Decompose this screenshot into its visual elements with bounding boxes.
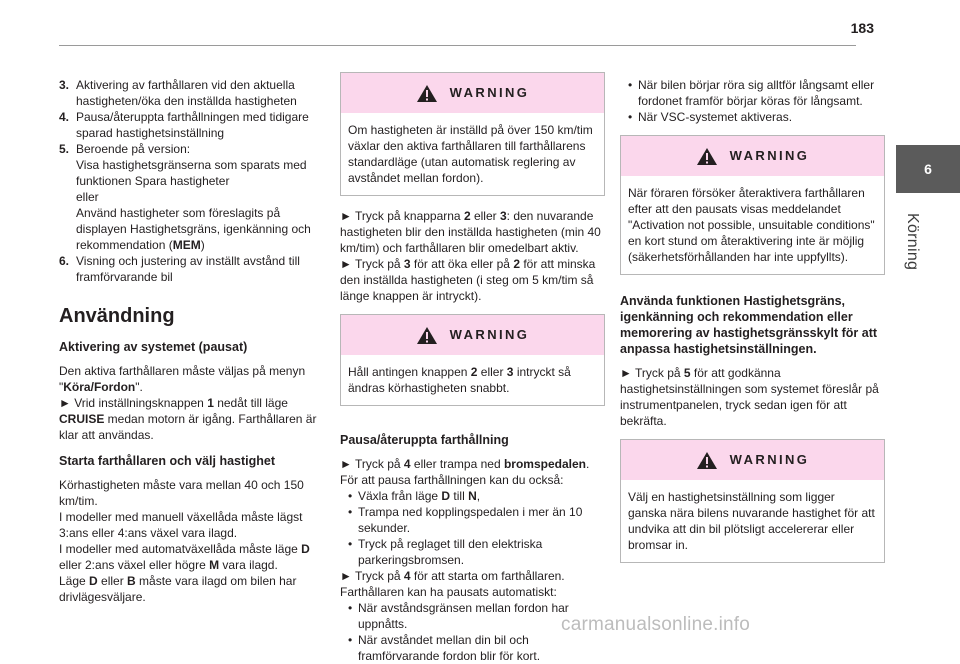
- bold-span: bromspedalen: [503, 457, 586, 471]
- header-divider: [59, 45, 856, 46]
- warning-title: WARNING: [449, 85, 530, 100]
- item-bold: MEM: [172, 238, 201, 252]
- paragraph: I modeller med manuell växellåda måste lägst 3:ans eller 4:ans växel vara ilagd.: [59, 510, 303, 540]
- warning-box: [620, 135, 885, 275]
- subsection-title: Pausa/återuppta farthållning: [340, 433, 509, 447]
- text-span: ► Tryck på: [340, 569, 404, 583]
- bold-span: Köra/Fordon: [63, 380, 136, 394]
- text-span: ".: [135, 380, 143, 394]
- warning-title: WARNING: [449, 327, 530, 342]
- text-span: ► Vrid inställningsknappen: [59, 396, 208, 410]
- text-span: ► Tryck på: [340, 257, 404, 271]
- list-item: • Tryck på reglaget till den elektriska parkeringsbromsen.: [340, 536, 605, 568]
- warning-text: När föraren försöker återaktivera farthållaren efter att den pausats visas meddelandet "Activation not possible, unsuitable conditions" en kort stund om återaktivering inte är möjlig (säkerhetsförhållanden har inte uppfyllts).: [621, 176, 884, 274]
- item-text: När VSC-systemet aktiveras.: [638, 110, 793, 124]
- bold-span: 5: [683, 366, 691, 380]
- paragraph: För att pausa farthållningen kan du också:: [340, 473, 564, 487]
- warning-text: [341, 355, 604, 405]
- list-item: • När VSC-systemet aktiveras.: [620, 109, 885, 125]
- list-item: [59, 77, 324, 109]
- warning-triangle-icon: [696, 451, 718, 470]
- list-item: • Växla från läge D till N,: [348, 489, 481, 503]
- bold-span: 2: [470, 365, 478, 379]
- warning-box: [340, 72, 605, 196]
- warning-box: [620, 439, 885, 563]
- bold-span: 3: [499, 209, 507, 223]
- subsection-title: Använda funktionen Hastighetsgräns, igenkänning och rekommendation eller memorering av hastighetsgränsskylt för att anpassa hastighetsinställningen.: [620, 294, 878, 356]
- item-text: När avståndsgränsen mellan fordon har uppnåtts.: [358, 601, 569, 631]
- item-number: 6.: [59, 254, 70, 268]
- warning-box: [340, 314, 605, 406]
- item-line: Beroende på version:: [76, 142, 191, 156]
- warning-triangle-icon: [416, 84, 438, 103]
- bold-span: D: [89, 574, 98, 588]
- text-span: ► Tryck på: [620, 366, 684, 380]
- bold-span: D: [441, 489, 451, 503]
- item-text: När avståndet mellan din bil och framförvarande fordon blir för kort.: [358, 633, 541, 663]
- paragraph: [620, 365, 885, 429]
- text-span: eller: [470, 209, 500, 223]
- item-number: 3.: [59, 78, 70, 92]
- item-text: Visning och justering av inställt avstånd till framförvarande bil: [76, 254, 300, 284]
- list-item: [59, 141, 324, 253]
- paragraph: [340, 456, 605, 472]
- section-title: Användning: [59, 305, 175, 327]
- item-text: Tryck på reglaget till den elektriska parkeringsbromsen.: [358, 537, 543, 567]
- text-span: I modeller med automatväxellåda måste läge: [59, 542, 302, 556]
- text-span: .: [586, 457, 590, 471]
- text-span: till: [450, 489, 469, 503]
- text-span: eller: [477, 365, 507, 379]
- warning-title: WARNING: [729, 452, 810, 467]
- paragraph: [59, 363, 324, 395]
- bold-span: 3: [403, 257, 411, 271]
- column-3: [620, 77, 885, 575]
- bold-span: N: [468, 489, 477, 503]
- text-span: medan motorn är igång. Farthållaren är klar att användas.: [59, 412, 317, 442]
- paragraph: Farthållaren kan ha pausats automatiskt:: [340, 585, 557, 599]
- warning-triangle-icon: [696, 147, 718, 166]
- bold-span: M: [209, 558, 220, 572]
- item-line: eller: [76, 190, 99, 204]
- text-span: ,: [476, 489, 481, 503]
- subsection-title: Aktivering av systemet (pausat): [59, 340, 248, 354]
- item-text: Aktivering av farthållaren vid den aktuella hastigheten/öka den inställda hastigheten: [76, 78, 297, 108]
- bold-span: 2: [513, 257, 520, 271]
- text-span: Läge: [59, 574, 90, 588]
- bold-span: 3: [506, 365, 514, 379]
- list-item: • När bilen börjar röra sig alltför långsamt eller fordonet framför börjar köras för långsamt.: [620, 77, 885, 109]
- item-text: Trampa ned kopplingspedalen i mer än 10 sekunder.: [358, 505, 583, 535]
- text-span: ► Tryck på knapparna: [340, 209, 464, 223]
- text-span: eller trampa ned: [410, 457, 504, 471]
- text-span: Växla från läge: [358, 489, 442, 503]
- item-tail: ): [200, 238, 205, 252]
- bold-span: 4: [403, 569, 411, 583]
- bold-span: D: [301, 542, 310, 556]
- list-item: • Trampa ned kopplingspedalen i mer än 10 sekunder.: [340, 504, 605, 536]
- bold-span: 1: [207, 396, 214, 410]
- paragraph: [59, 395, 324, 443]
- paragraph: [59, 541, 324, 573]
- chapter-tab[interactable]: [896, 145, 960, 193]
- text-span: måste vara ilagd om bilen har drivlägesväljare.: [59, 574, 297, 604]
- text-span: nedåt till läge: [213, 396, 288, 410]
- item-text: [76, 141, 324, 253]
- paragraph: [59, 573, 324, 605]
- text-span: ► Tryck på: [340, 457, 404, 471]
- watermark: carmanualsonline.info: [561, 614, 751, 635]
- item-line: Använd hastigheter som föreslagits på displayen Hastighetsgräns, igenkänning och rekommendation (: [76, 206, 311, 252]
- item-line: Visa hastighetsgränserna som sparats med funktionen Spara hastigheter: [76, 158, 307, 188]
- text-span: eller 2:ans växel eller högre: [59, 558, 210, 572]
- column-2: [340, 72, 605, 664]
- subsection-title: Starta farthållaren och välj hastighet: [59, 454, 276, 468]
- bold-span: 4: [403, 457, 411, 471]
- text-span: för att öka eller på: [410, 257, 514, 271]
- list-item: [59, 109, 324, 141]
- item-number: 4.: [59, 110, 70, 124]
- text-span: : den nuvarande hastigheten blir den inställda hastigheten (min 40 km/tim) och farthållaren blir omedelbart aktiv.: [340, 209, 601, 255]
- warning-header: [621, 440, 884, 480]
- list-item: • När avståndet mellan din bil och framförvarande fordon blir för kort.: [340, 632, 605, 664]
- text-span: eller: [97, 574, 128, 588]
- text-span: vara ilagd.: [219, 558, 278, 572]
- item-number: 5.: [59, 142, 70, 156]
- paragraph: [340, 256, 605, 304]
- chapter-number: 6: [924, 161, 932, 177]
- warning-header: [341, 315, 604, 355]
- text-span: för att minska den inställda hastigheten (i steg om 5 km/tim så länge knappen är intryckt).: [340, 257, 596, 303]
- item-text: När bilen börjar röra sig alltför långsamt eller fordonet framför börjar köras för långsamt.: [638, 78, 875, 108]
- bold-span: 2: [463, 209, 471, 223]
- text-span: för att starta om farthållaren.: [410, 569, 565, 583]
- text-span: Den aktiva farthållaren måste väljas på menyn ": [59, 364, 306, 394]
- column-1: [59, 77, 324, 605]
- bold-span: CRUISE: [59, 412, 105, 426]
- warning-header: [621, 136, 884, 176]
- warning-triangle-icon: [416, 326, 438, 345]
- warning-text: Välj en hastighetsinställning som ligger ganska nära bilens nuvarande hastighet för att undvika att din bil plötsligt accelererar eller bromsar in.: [621, 480, 884, 562]
- text-span: för att godkänna hastighetsinställningen som systemet föreslår på instrumentpanelen, tryck sedan igen för att bekräfta.: [620, 366, 879, 428]
- paragraph: [340, 568, 605, 584]
- text-span: Håll antingen knappen: [348, 365, 471, 379]
- page-number: 183: [850, 20, 874, 36]
- list-item: [59, 253, 324, 285]
- chapter-title: Körning: [904, 213, 921, 271]
- warning-header: [341, 73, 604, 113]
- text-span: intryckt så ändras körhastigheten snabbt.: [348, 365, 571, 395]
- paragraph: Körhastigheten måste vara mellan 40 och 150 km/tim.: [59, 478, 304, 508]
- warning-title: WARNING: [729, 148, 810, 163]
- bold-span: B: [127, 574, 136, 588]
- item-text: Pausa/återuppta farthållningen med tidigare sparad hastighetsinställning: [76, 110, 309, 140]
- list-item: • När avståndsgränsen mellan fordon har uppnåtts.: [340, 600, 605, 632]
- paragraph: [340, 208, 605, 256]
- warning-text: Om hastigheten är inställd på över 150 km/tim växlar den aktiva farthållaren till farthållarens standardläge (utan automatisk reglering av avståndet mellan fordon).: [341, 113, 604, 195]
